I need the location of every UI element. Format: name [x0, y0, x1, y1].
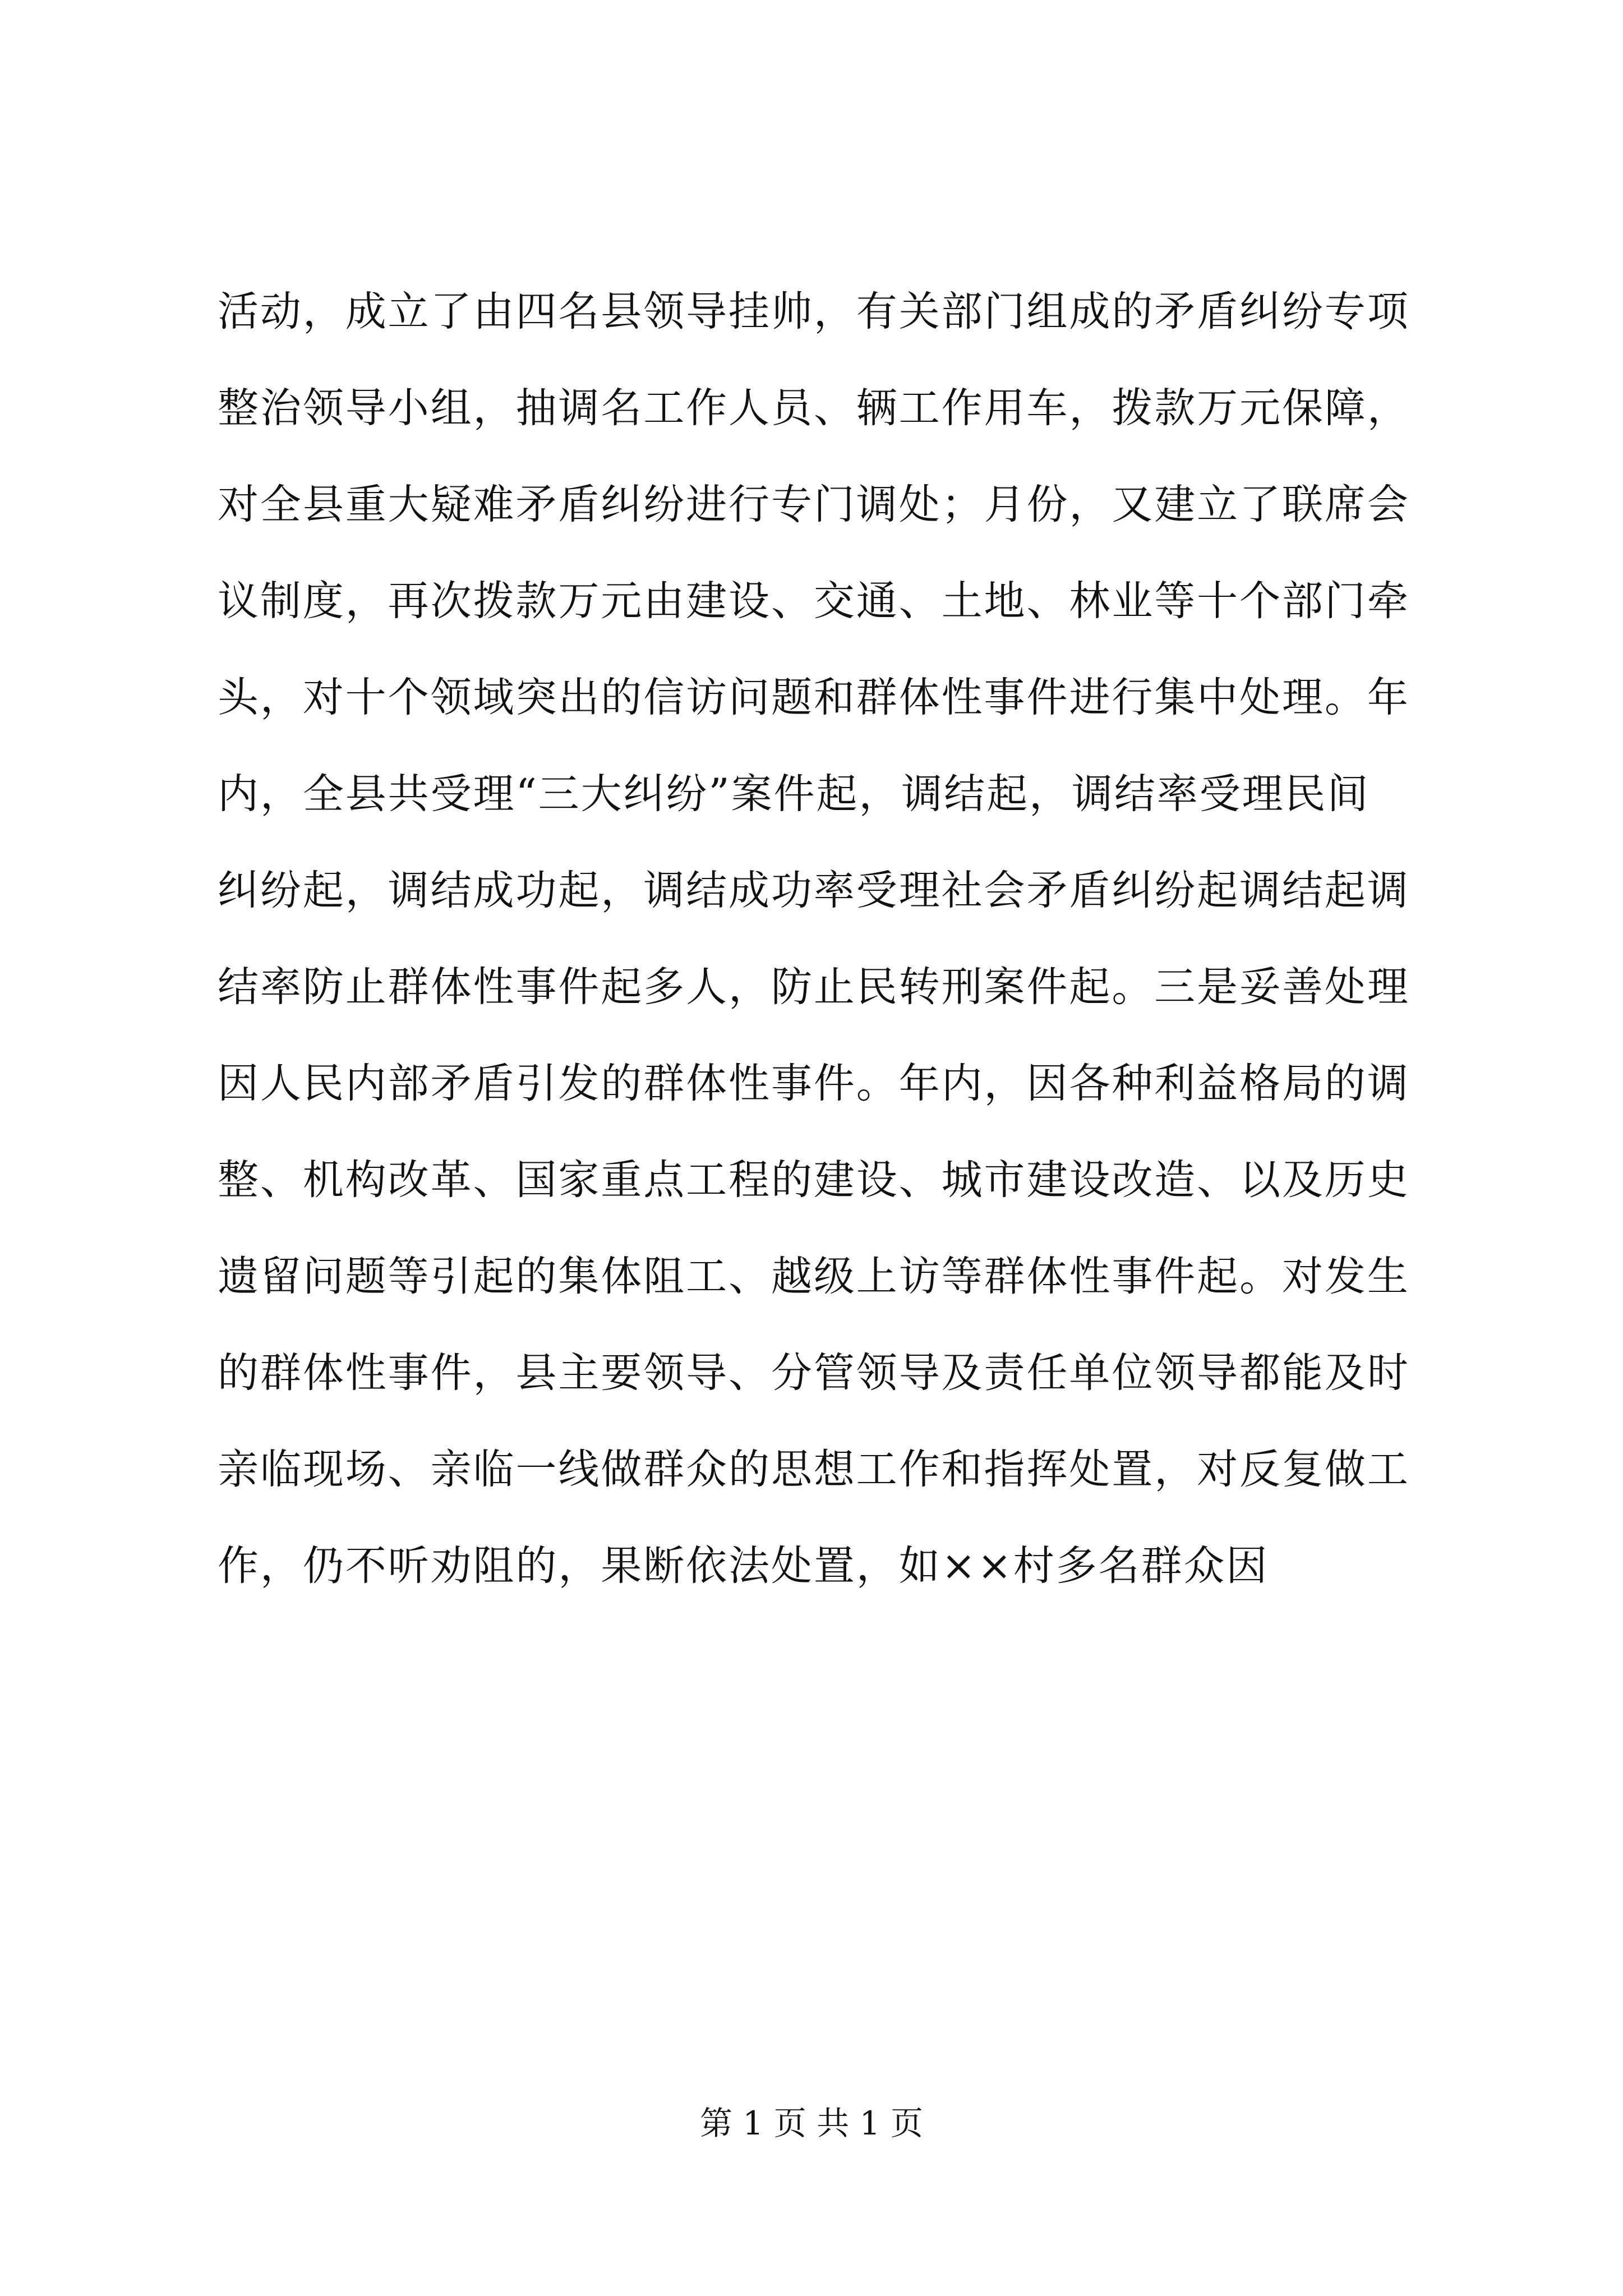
text-line: 作，仍不听劝阻的，果断依法处置，如××村多名群众因	[218, 1542, 1269, 1590]
document-body	[218, 264, 1429, 1614]
text-line: 整、机构改革、国家重点工程的建设、城市建设改造、以及历史	[218, 1156, 1410, 1204]
text-line: 亲临现场、亲临一线做群众的思想工作和指挥处置，对反复做工	[218, 1446, 1410, 1493]
text-line: 活动，成立了由四名县领导挂帅，有关部门组成的矛盾纠纷专项	[218, 288, 1410, 335]
text-line: 头，对十个领域突出的信访问题和群体性事件进行集中处理。年	[218, 674, 1410, 721]
text-line: 结率防止群体性事件起多人，防止民转刑案件起。三是妥善处理	[218, 963, 1410, 1011]
text-line: 因人民内部矛盾引发的群体性事件。年内，因各种利益格局的调	[218, 1060, 1410, 1107]
text-line: 纠纷起，调结成功起，调结成功率受理社会矛盾纠纷起调结起调	[218, 867, 1410, 914]
text-line: 整治领导小组，抽调名工作人员、辆工作用车，拨款万元保障，	[218, 384, 1410, 432]
text-line: 内，全县共受理“三大纠纷”案件起，调结起，调结率受理民间	[218, 770, 1370, 818]
text-line: 议制度，再次拨款万元由建设、交通、土地、林业等十个部门牵	[218, 577, 1410, 625]
page-number-footer: 第 1 页 共 1 页	[700, 2104, 923, 2142]
text-line: 对全县重大疑难矛盾纠纷进行专门调处；月份，又建立了联席会	[218, 481, 1410, 528]
text-line: 的群体性事件，县主要领导、分管领导及责任单位领导都能及时	[218, 1349, 1410, 1397]
text-line: 遗留问题等引起的集体阻工、越级上访等群体性事件起。对发生	[218, 1253, 1410, 1300]
